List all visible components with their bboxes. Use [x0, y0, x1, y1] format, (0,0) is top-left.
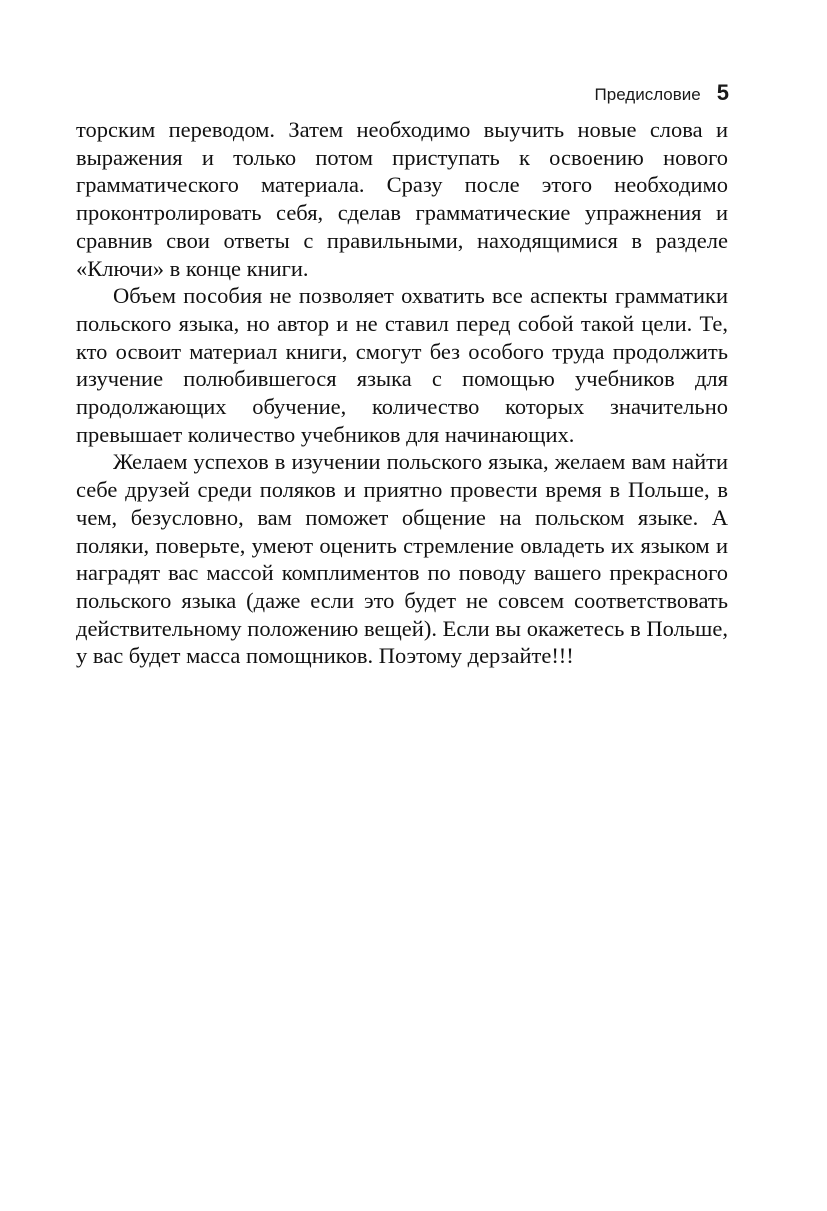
running-head: [595, 80, 729, 106]
paragraph: торским переводом. Затем необходимо выучить новые слова и выражения и только потом приступать к освоению нового грамматического материала. Сразу после этого необходимо проконтролировать себя, сделав грамматические упражнения и сравнив свои ответы с правильными, находящимися в разделе «Ключи» в конце книги.: [76, 117, 728, 281]
page-number: 5: [716, 80, 729, 105]
paragraph: Желаем успехов в изучении польского языка, желаем вам найти себе друзей среди поляков и приятно провести время в Польше, в чем, безусловно, вам поможет общение на польском языке. А поляки, поверьте, умеют оценить стремление овладеть их языком и наградят вас массой комплиментов по поводу вашего прекрасного польского языка (даже если это будет не совсем соответствовать действительному положению вещей). Если вы окажетесь в Польше, у вас будет масса помощников. Поэтому дерзайте!!!: [76, 449, 728, 669]
paragraph: Объем пособия не позволяет охватить все аспекты грамматики польского языка, но автор и не ставил перед собой такой цели. Те, кто освоит материал книги, смогут без особого труда продолжить изучение полюбившегося языка с помощью учебников для продолжающих обучение, количество которых значительно превышает количество учебников для начинающих.: [76, 283, 728, 447]
body-text: [76, 116, 728, 670]
section-title: Предисловие: [594, 85, 701, 104]
